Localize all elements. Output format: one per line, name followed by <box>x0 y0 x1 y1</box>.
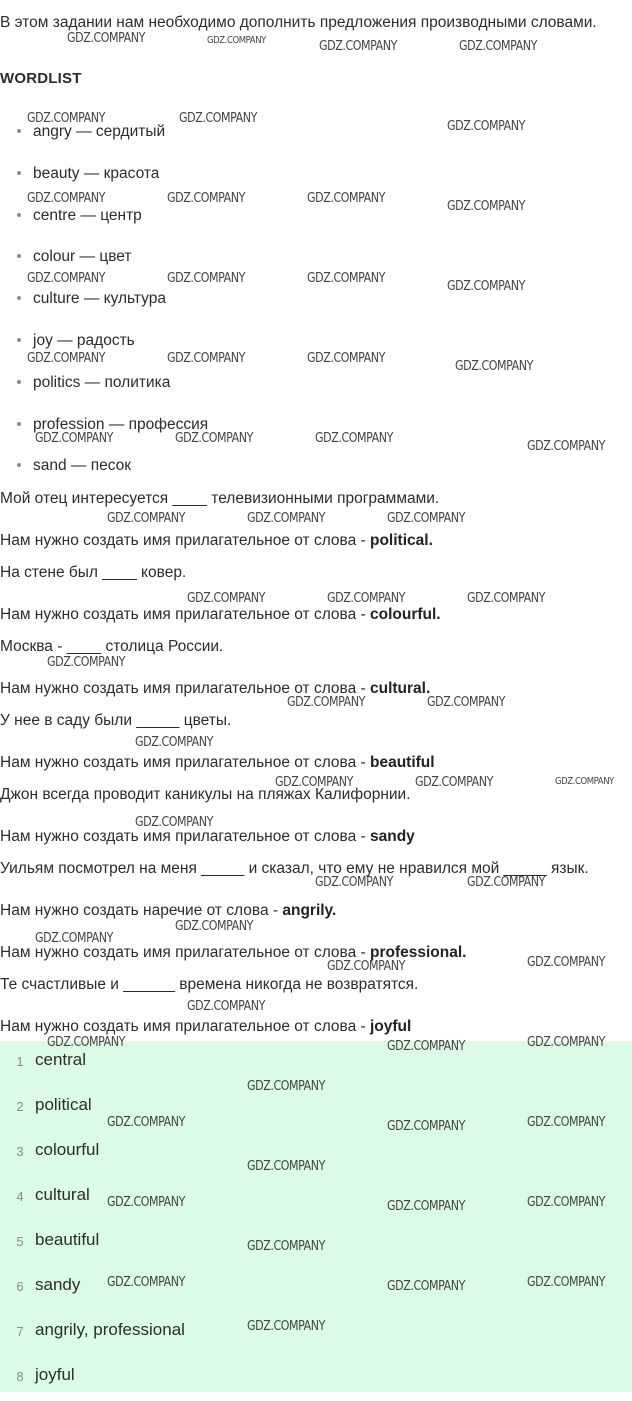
wordlist-item <box>0 362 208 404</box>
hint-prefix: Нам нужно создать имя прилагательное от слова - <box>0 606 370 623</box>
wordlist-item-text: joy — радость <box>33 331 135 349</box>
watermark: GDZ.COMPANY <box>247 1159 325 1174</box>
watermark: GDZ.COMPANY <box>447 119 525 134</box>
watermark: GDZ.COMPANY <box>107 1115 185 1130</box>
watermark: GDZ.COMPANY <box>415 775 493 790</box>
watermark: GDZ.COMPANY <box>27 271 105 286</box>
bullet-icon <box>17 171 21 175</box>
watermark: GDZ.COMPANY <box>35 431 113 446</box>
hint-word: angrily. <box>282 902 337 919</box>
watermark: GDZ.COMPANY <box>135 815 213 830</box>
wordlist-item-text: beauty — красота <box>33 164 160 182</box>
watermark: GDZ.COMPANY <box>319 39 397 54</box>
watermark: GDZ.COMPANY <box>247 1079 325 1094</box>
hint-prefix: Нам нужно создать имя прилагательное от слова - <box>0 754 370 771</box>
watermark: GDZ.COMPANY <box>107 1195 185 1210</box>
exercise <box>0 785 632 859</box>
wordlist-heading: WORDLIST <box>0 70 82 87</box>
watermark: GDZ.COMPANY <box>135 735 213 750</box>
answer-number: 7 <box>16 1324 24 1339</box>
watermark: GDZ.COMPANY <box>527 1195 605 1210</box>
answer-value: central <box>35 1050 87 1069</box>
hint-prefix: Нам нужно создать имя прилагательное от слова - <box>0 1018 370 1035</box>
watermark: GDZ.COMPANY <box>527 1115 605 1130</box>
answer-value: sandy <box>35 1275 81 1294</box>
watermark: GDZ.COMPANY <box>175 919 253 934</box>
answer-value: colourful <box>35 1140 100 1159</box>
watermark: GDZ.COMPANY <box>275 775 353 790</box>
hint-word: professional. <box>370 944 467 961</box>
answer-number: 8 <box>16 1369 24 1384</box>
wordlist-item-text: angry — сердитый <box>33 123 166 140</box>
watermark: GDZ.COMPANY <box>167 271 245 286</box>
answer-value: joyful <box>35 1365 75 1384</box>
wordlist-item-text: sand — песок <box>33 457 132 475</box>
exercise-sentence: У нее в саду были _____ цветы. <box>0 712 232 729</box>
exercise-hint <box>0 605 632 637</box>
hint-word: political. <box>370 532 433 549</box>
hint-prefix: Нам нужно создать имя прилагательное от слова - <box>0 828 370 845</box>
answer-value: cultural <box>35 1185 90 1204</box>
bullet-icon <box>17 338 21 342</box>
watermark: GDZ.COMPANY <box>107 511 185 526</box>
answer-number: 4 <box>16 1189 24 1204</box>
watermark: GDZ.COMPANY <box>447 199 525 214</box>
watermark: GDZ.COMPANY <box>27 111 105 126</box>
watermark: GDZ.COMPANY <box>175 431 253 446</box>
watermark: GDZ.COMPANY <box>427 695 505 710</box>
exercise-hint <box>0 901 632 933</box>
hint-prefix: Нам нужно создать наречие от слова - <box>0 902 283 919</box>
watermark: GDZ.COMPANY <box>247 1319 325 1334</box>
watermark: GDZ.COMPANY <box>167 351 245 366</box>
watermark: GDZ.COMPANY <box>307 351 385 366</box>
bullet-icon <box>17 296 21 300</box>
wordlist-item-text: politics — политика <box>33 373 171 391</box>
exercise-sentence: Москва - ____ столица России. <box>0 638 224 655</box>
watermark: GDZ.COMPANY <box>179 111 257 126</box>
answer-number: 3 <box>16 1144 24 1159</box>
bullet-icon <box>17 380 21 384</box>
wordlist-item <box>0 153 208 195</box>
wordlist-item <box>0 445 208 487</box>
watermark: GDZ.COMPANY <box>327 959 405 974</box>
watermark: GDZ.COMPANY <box>27 191 105 206</box>
watermark: GDZ.COMPANY <box>455 359 533 374</box>
wordlist-item-text: centre — центр <box>33 206 142 224</box>
watermark: GDZ.COMPANY <box>387 511 465 526</box>
watermark: GDZ.COMPANY <box>387 1119 465 1134</box>
wordlist-item-text: profession — профессия <box>33 415 209 433</box>
exercise-hint <box>0 827 632 859</box>
watermark: GDZ.COMPANY <box>467 875 545 890</box>
answer-number: 2 <box>16 1099 24 1114</box>
answer-row <box>0 1356 632 1401</box>
watermark: GDZ.COMPANY <box>315 875 393 890</box>
watermark: GDZ.COMPANY <box>527 1035 605 1050</box>
answer-value: beautiful <box>35 1230 100 1249</box>
watermark: GDZ.COMPANY <box>187 999 265 1014</box>
bullet-icon <box>17 463 21 467</box>
watermark: GDZ.COMPANY <box>167 191 245 206</box>
answer-value: political <box>35 1095 92 1114</box>
exercise-hint <box>0 531 632 563</box>
answer-number: 1 <box>16 1054 24 1069</box>
wordlist-item-text: colour — цвет <box>33 248 132 266</box>
hint-word: joyful <box>370 1018 412 1035</box>
bullet-icon <box>17 254 21 258</box>
hint-prefix: Нам нужно создать имя прилагательное от слова - <box>0 680 370 697</box>
hint-word: colourful. <box>370 606 441 623</box>
exercise-sentence: Мой отец интересуется ____ телевизионными программами. <box>0 490 440 507</box>
hint-word: cultural. <box>370 680 431 697</box>
watermark: GDZ.COMPANY <box>27 351 105 366</box>
watermark: GDZ.COMPANY <box>315 431 393 446</box>
exercise-sentence: Те счастливые и ______ времена никогда не возвратятся. <box>0 976 419 993</box>
watermark: GDZ.COMPANY <box>247 511 325 526</box>
watermark: GDZ.COMPANY <box>467 591 545 606</box>
exercise-sentence: Уильям посмотрел на меня _____ и сказал, что ему не нравился мой _____ язык. <box>0 860 589 877</box>
answer-number: 6 <box>16 1279 24 1294</box>
wordlist-item-text: culture — культура <box>33 290 166 308</box>
exercise <box>0 711 632 785</box>
watermark: GDZ.COMPANY <box>447 279 525 294</box>
answer-number: 5 <box>16 1234 24 1249</box>
hint-prefix: Нам нужно создать имя прилагательное от слова - <box>0 532 370 549</box>
watermark: GDZ.COMPANY <box>527 955 605 970</box>
exercise-sentence: Джон всегда проводит каникулы на пляжах Калифорнии. <box>0 786 411 803</box>
bullet-icon <box>17 422 21 426</box>
watermark: GDZ.COMPANY <box>47 1035 125 1050</box>
watermark: GDZ.COMPANY <box>187 591 265 606</box>
bullet-icon <box>17 129 21 133</box>
hint-prefix: Нам нужно создать имя прилагательное от слова - <box>0 944 370 961</box>
watermark: GDZ.COMPANY <box>247 1239 325 1254</box>
watermark: GDZ.COMPANY <box>527 439 605 454</box>
answer-value: angrily, professional <box>35 1320 185 1339</box>
watermark: GDZ.COMPANY <box>207 35 266 46</box>
bullet-icon <box>17 213 21 217</box>
hint-word: beautiful <box>370 754 435 771</box>
watermark: GDZ.COMPANY <box>67 31 145 46</box>
watermark: GDZ.COMPANY <box>555 776 614 787</box>
watermark: GDZ.COMPANY <box>327 591 405 606</box>
hint-word: sandy <box>370 828 415 845</box>
watermark: GDZ.COMPANY <box>47 655 125 670</box>
watermark: GDZ.COMPANY <box>307 191 385 206</box>
exercise <box>0 859 632 933</box>
exercise <box>0 489 632 563</box>
watermark: GDZ.COMPANY <box>387 1199 465 1214</box>
watermark: GDZ.COMPANY <box>459 39 537 54</box>
watermark: GDZ.COMPANY <box>35 931 113 946</box>
watermark: GDZ.COMPANY <box>387 1039 465 1054</box>
watermark: GDZ.COMPANY <box>107 1275 185 1290</box>
watermark: GDZ.COMPANY <box>287 695 365 710</box>
intro-text: В этом задании нам необходимо дополнить предложения производными словами. <box>0 14 597 31</box>
exercise-sentence: На стене был ____ ковер. <box>0 564 187 581</box>
watermark: GDZ.COMPANY <box>387 1279 465 1294</box>
watermark: GDZ.COMPANY <box>307 271 385 286</box>
watermark: GDZ.COMPANY <box>527 1275 605 1290</box>
